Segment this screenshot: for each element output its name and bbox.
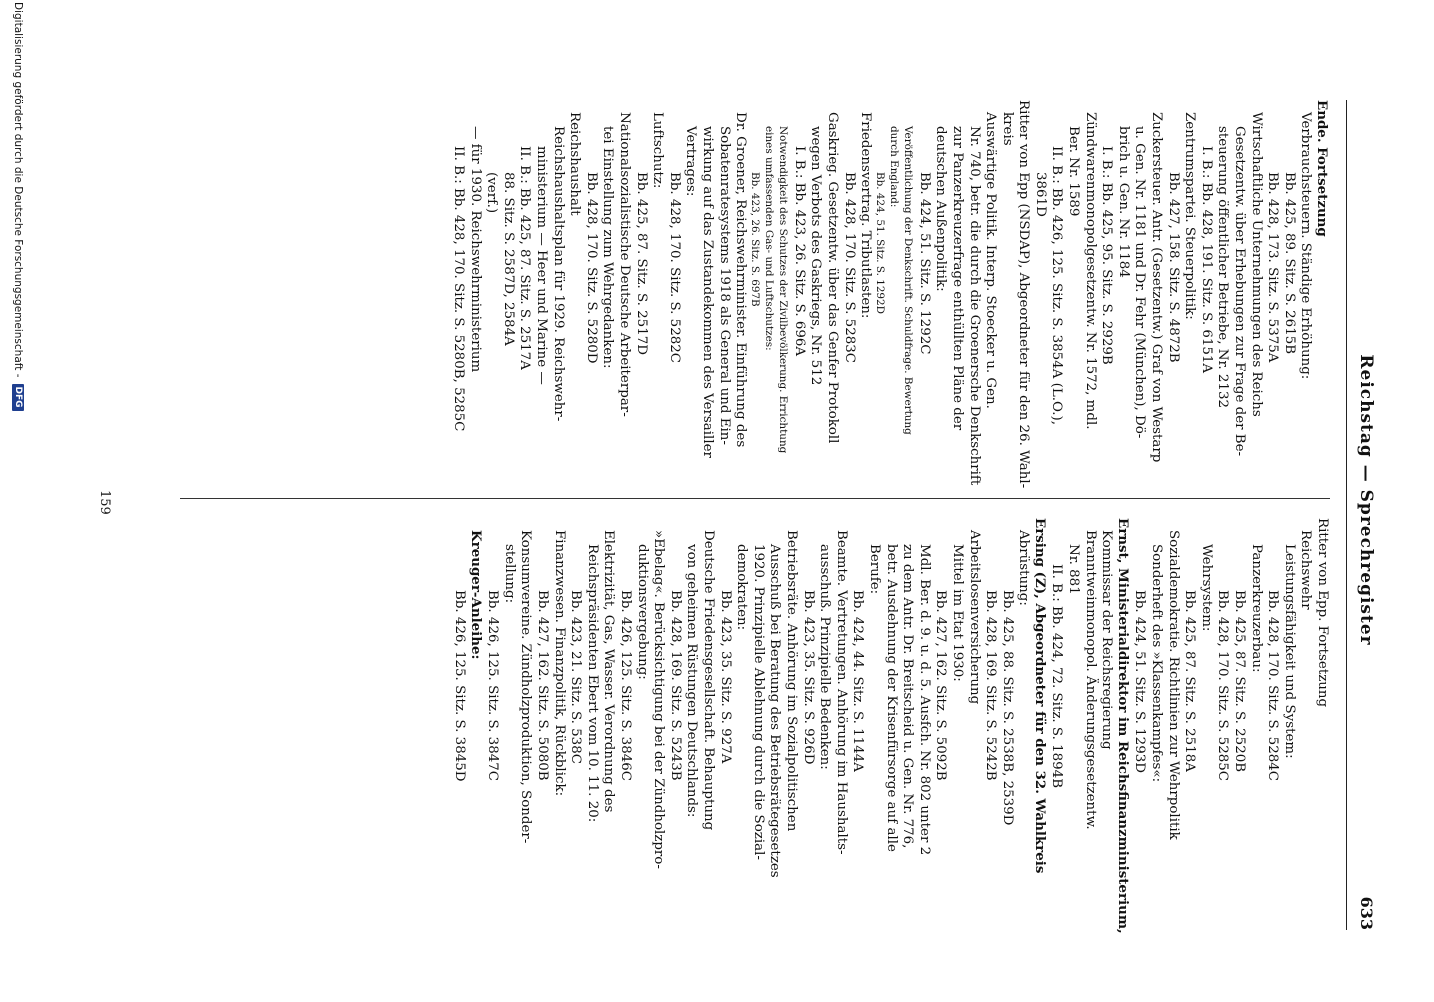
register-line: Bb. 425, 87. Sitz. S. 2518A [1182, 590, 1198, 772]
register-line: Bb. 423, 26. Sitz. S. 697B [749, 172, 762, 307]
register-line: Branntweinmonopol. Änderungsgesetzentw. [1082, 530, 1098, 830]
page-number-top: 633 [1357, 896, 1376, 930]
register-line: Bb. 426, 125. Sitz. S. 3847C [485, 590, 501, 782]
register-line: Ende. Fortsetzung [1314, 100, 1330, 237]
register-line: Zündwarenmonopolgesetzentw. Nr. 1572, mdl. [1082, 112, 1098, 430]
register-line: II. B.: Bb. 425, 87. Sitz. S. 2517A [517, 146, 533, 370]
register-line: Sonderheft des »Klassenkampfes«: [1149, 544, 1165, 783]
register-line: Veröffentlichung der Denkschrift. Schuldfrage. Bewertung [902, 126, 915, 435]
register-line: betr. Ausdehnung der Krisenfürsorge auf alle [883, 544, 899, 852]
header-rule [1346, 100, 1347, 930]
register-line: von geheimen Rüstungen Deutschlands: [684, 544, 700, 818]
register-line: Bb. 423, 21. Sitz. S. 538C [568, 590, 584, 764]
running-title: Reichstag — Sprechregister [1356, 354, 1376, 646]
register-line: zu dem Antr. Dr. Breitscheid u. Gen. Nr. 776, [900, 544, 916, 849]
register-line: durch England: [888, 126, 901, 208]
register-line: brich u. Gen. Nr. 1184 [1115, 126, 1131, 278]
register-line: stellung: [501, 544, 517, 604]
right-column [451, 518, 1330, 934]
register-line: II. B.: Bb. 428, 170. Sitz. S. 5280B, 5285C [451, 146, 467, 432]
register-line: Bb. 428, 170. Sitz. S. 5284C [1265, 590, 1281, 782]
register-line: 3861D [1032, 172, 1048, 217]
register-line: Bb. 424, 51. Sitz. S. 1293D [1132, 590, 1148, 773]
register-line: Bb. 428, 170. Sitz. S. 5285C [1215, 590, 1231, 782]
register-line: Betriebsräte. Anhörung im Sozialpolitischen [784, 530, 799, 832]
left-column [450, 100, 1331, 489]
register-line: Auswärtige Politik. Interp. Stoecker u. Gen. [983, 112, 999, 409]
register-line: Nr. 740, betr. die durch die Groenersche Denkschrift [966, 126, 982, 486]
register-line: Zuckersteuer. Antr. (Gesetzentw.) Graf von Westarp [1149, 112, 1165, 463]
register-line: kreis [999, 112, 1015, 146]
register-line: Verbrauchsteuern. Ständige Erhöhung: [1298, 112, 1314, 380]
register-line: ausschuß. Prinzipielle Bedenken: [817, 544, 833, 770]
register-line: zur Panzerkreuzerfrage enthüllten Pläne der [949, 126, 965, 431]
register-line: u. Gen. Nr. 1181 und Dr. Fehr (München), Dö- [1132, 126, 1148, 439]
register-line: Reichspräsidenten Ebert vom 10. 11. 20: [584, 544, 600, 823]
register-line: Reichshaushaltsplan für 1929. Reichswehr- [550, 126, 566, 422]
register-line: Arbeitslosenversicherung [966, 530, 982, 705]
register-line: II. B.: Bb. 424, 72. Sitz. S. 1894B [1049, 564, 1065, 789]
register-line: Nr. 881 [1066, 544, 1082, 595]
register-line: Bb. 428, 170. Sitz. S. 5283C [841, 172, 857, 364]
register-line: 1920. Prinzipielle Ablehnung durch die Sozial- [750, 544, 766, 860]
dfg-logo: DFG [12, 384, 24, 411]
register-line: Vertrages: [683, 126, 699, 197]
register-line: Notwendigkeit des Schutzes der Zivilbevölkerung. Errichtung [777, 126, 790, 454]
register-line: Sobatenratesystems 1918 als General und Ein- [716, 126, 732, 445]
register-line: Abrüstung: [1016, 530, 1032, 606]
register-line: Bb. 427, 162. Sitz. S. 5092B [933, 590, 949, 781]
register-line: Kreuger-Anleihe: [467, 530, 484, 660]
digitization-credit [12, 2, 24, 1002]
digitization-note: Digitalisierung gefördert durch die Deutsche Forschungsgemeinschaft - [12, 2, 24, 378]
register-line: Mdl. Ber. d. 9. u. d. 5. Ausfch. Nr. 802 unter 2 [916, 544, 932, 856]
register-line: Bb. 424, 51. Sitz. S. 1292C [916, 172, 932, 355]
register-line: Mittel im Etat 1930: [949, 544, 965, 682]
register-line: »Ebelag«. Berücksichtigung bei der Zündholzpro- [651, 530, 667, 869]
register-line: I. B.: Bb. 425, 95. Sitz. S. 2929B [1099, 146, 1115, 365]
register-line: Bb. 425, 87. Sitz. S. 2520B [1232, 590, 1248, 773]
register-line: Berufe: [866, 544, 882, 595]
register-line: Bb. 428, 170. Sitz. S. 5282C [666, 172, 682, 364]
register-line: Gaskrieg. Gesetzentw. über das Genfer Protokoll [824, 112, 840, 444]
register-line: Ernst, Ministerialdirektor im Reichsfinanzministerium, [1114, 518, 1131, 934]
register-line: Wehrsystem: [1198, 544, 1214, 632]
register-line: tei Einstellung zum Wehrgedanken: [600, 126, 616, 369]
register-line: Bb. 428, 169. Sitz. S. 5243B [667, 590, 683, 781]
register-line: Beamte. Vertretungen. Anhörung im Haushalts- [833, 530, 849, 855]
register-line: II. B.: Bb. 426, 125. Sitz. S. 3854A (L.O.), [1049, 146, 1065, 425]
register-line: Bb. 424, 51. Sitz. S. 1292D [874, 172, 887, 314]
register-line: Finanzwesen. Finanzpolitik, Rückblick: [551, 530, 567, 797]
register-line: Ritter von Epp (NSDAP), Abgeordneter für den 26. Wahl- [1016, 100, 1032, 489]
register-line: wirkung auf das Zustandekommen des Versailler [700, 126, 715, 458]
register-line: Bb. 423, 35. Sitz. S. 927A [717, 590, 733, 764]
register-line: Bb. 423, 35. Sitz. S. 926D [800, 590, 816, 765]
register-line: Dr. Groener, Reichswehrminister. Einführung des [733, 112, 749, 448]
register-line: Luftschutz: [650, 112, 666, 189]
register-line: Deutsche Friedensgesellschaft. Behauptung [701, 530, 717, 831]
register-line: Bb. 424, 44. Sitz. S. 1144A [850, 590, 866, 772]
register-line: — für 1930. Reichswehrministerium [467, 126, 483, 373]
page-number-bottom: 159 [97, 490, 112, 515]
register-line: Zentrumspartei. Steuerpolitik: [1182, 112, 1198, 320]
register-line: Nationalsozialistische Deutsche Arbeiterpar- [617, 112, 633, 417]
register-line: Leistungsfähigkeit und System: [1281, 544, 1297, 759]
register-line: Reichshaushalt [567, 112, 583, 216]
register-line: Elektrizität, Gas, Wasser. Verordnung des [601, 530, 617, 813]
register-line: I. B.: Bb. 423, 26. Sitz. S. 696A [791, 146, 807, 357]
register-line: Bb. 425, 87. Sitz. S. 2517D [633, 172, 649, 355]
register-line: Bb. 427, 162. Sitz. S. 5080B [535, 590, 551, 781]
register-line: Bb. 426, 125. Sitz. S. 3846C [618, 590, 634, 782]
column-divider [180, 498, 1330, 499]
register-line: Sozialdemokratie. Richtlinien zur Wehrpolitik [1165, 530, 1181, 840]
register-line: duktionsvergebung: [634, 544, 650, 680]
register-line: Bb. 425, 88. Sitz. S. 2538B, 2539D [999, 590, 1015, 826]
register-line: Bb. 428, 170. Sitz. S. 5280D [583, 172, 599, 364]
register-line: ministerium — Heer und Marine — [534, 146, 550, 385]
register-line: Friedensvertrag. Tributlasten: [858, 112, 874, 319]
register-line: steuerung öffentlicher Betriebe, Nr. 2132 [1215, 126, 1231, 408]
register-line: Bb. 425, 89. Sitz. S. 2615B [1281, 172, 1297, 355]
register-line: Gesetzentw. über Erhebungen zur Frage der Be- [1232, 126, 1248, 457]
register-line: Bb. 428, 169. Sitz. S. 5242B [983, 590, 999, 781]
register-line: Kommissar der Reichsregierung [1099, 530, 1115, 750]
register-line: (verf.) [484, 172, 500, 214]
register-line: demokraten: [734, 544, 750, 631]
register-line: 88. Sitz. S. 2587D, 2584A [500, 172, 516, 346]
register-line: Konsumvereine. Zündholzproduktion, Sonder- [518, 530, 534, 844]
register-line: wegen Verbots des Gaskriegs, Nr. 512 [808, 126, 824, 386]
register-line: Ersing (Z), Abgeordneter für den 32. Wahlkreis [1031, 518, 1048, 874]
page-header [1352, 100, 1376, 930]
register-line: Ber. Nr. 1589 [1066, 126, 1082, 217]
register-line: I. B.: Bb. 428, 191. Sitz. S. 6151A [1198, 146, 1214, 374]
register-line: Ausschuß bei Beratung des Betriebsrätegesetzes [767, 544, 783, 878]
register-line: Bb. 426, 125. Sitz. S. 3845D [452, 590, 468, 782]
register-line: deutschen Außenpolitik: [933, 126, 949, 292]
register-line: Panzerkreuzerbau: [1248, 544, 1264, 673]
register-line: Reichswehr [1298, 530, 1314, 610]
register-line: Wirtschaftliche Unternehmungen des Reichs [1248, 112, 1264, 417]
register-line: Bb. 428, 173. Sitz. S. 5375A [1265, 172, 1281, 363]
register-line: Bb. 427, 158. Sitz. S. 4872B [1165, 172, 1181, 363]
register-line: Ritter von Epp. Fortsetzung [1315, 518, 1330, 708]
register-line: eines umfassenden Gas- und Luftschutzes: [763, 126, 776, 351]
